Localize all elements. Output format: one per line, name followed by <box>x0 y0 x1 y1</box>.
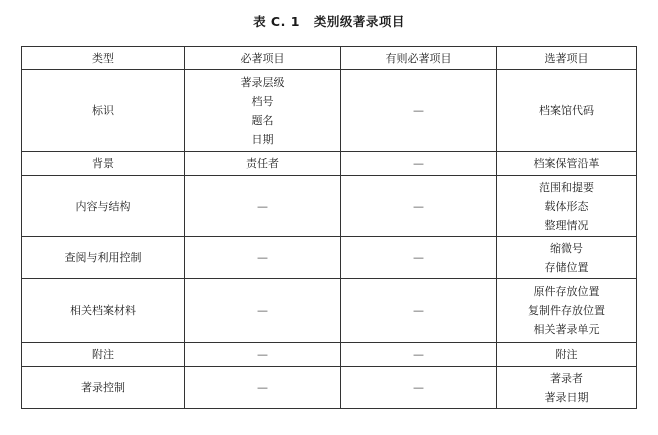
cell-line: 日期 <box>251 132 274 146</box>
cell-line: 档案保管沿革 <box>533 157 600 170</box>
cell-line: 责任者 <box>246 157 279 170</box>
column-header-required: 必著项目 <box>185 47 341 70</box>
cell-line: 著录者 <box>550 371 583 385</box>
cell-type: 附注 <box>22 343 185 367</box>
cell-line: 题名 <box>251 113 274 127</box>
cell-line: 相关著录单元 <box>533 323 600 336</box>
cell-line: 存储位置 <box>544 260 589 274</box>
cell-line: — <box>413 251 424 264</box>
cell-required <box>185 237 341 279</box>
cell-required <box>185 176 341 237</box>
cell-optional <box>497 237 637 279</box>
cell-line: — <box>257 304 268 317</box>
cell-type: 查阅与利用控制 <box>22 237 185 279</box>
cell-line: 复制件存放位置 <box>528 304 605 317</box>
table-row <box>22 70 637 152</box>
cell-conditional <box>341 367 497 409</box>
cell-optional <box>497 152 637 176</box>
column-header-conditional: 有则必著项目 <box>341 47 497 70</box>
cell-line: 原件存放位置 <box>533 285 600 298</box>
cell-line: 载体形态 <box>544 199 589 213</box>
cell-line: — <box>257 348 268 361</box>
cell-line: 著录层级 <box>240 75 285 89</box>
cell-line: — <box>257 381 268 394</box>
cell-optional <box>497 367 637 409</box>
cell-required <box>185 279 341 343</box>
cell-optional <box>497 176 637 237</box>
table-caption-id: 表 C. 1 <box>253 14 300 29</box>
cell-conditional <box>341 343 497 367</box>
cell-line: 整理情况 <box>544 218 589 232</box>
cell-line: 缩微号 <box>550 241 583 255</box>
table-row <box>22 343 637 367</box>
table-caption <box>0 12 658 30</box>
table-row <box>22 367 637 409</box>
table-caption-title: 类别级著录项目 <box>313 14 405 29</box>
cell-line: — <box>413 381 424 394</box>
descriptive-elements-table <box>21 46 637 409</box>
column-header-type: 类型 <box>22 47 185 70</box>
cell-conditional <box>341 279 497 343</box>
cell-line: 档案馆代码 <box>539 104 594 117</box>
cell-conditional <box>341 237 497 279</box>
cell-conditional <box>341 70 497 152</box>
table-row <box>22 279 637 343</box>
cell-line: 附注 <box>555 348 578 361</box>
cell-optional <box>497 70 637 152</box>
cell-required <box>185 343 341 367</box>
cell-line: 档号 <box>251 94 274 108</box>
cell-line: 著录日期 <box>544 390 589 404</box>
column-header-optional: 选著项目 <box>497 47 637 70</box>
cell-type: 内容与结构 <box>22 176 185 237</box>
cell-type: 背景 <box>22 152 185 176</box>
cell-optional <box>497 279 637 343</box>
cell-line: 范围和提要 <box>539 180 594 194</box>
cell-line: — <box>413 199 424 213</box>
cell-line: — <box>257 199 268 213</box>
cell-optional <box>497 343 637 367</box>
cell-type: 标识 <box>22 70 185 152</box>
cell-conditional <box>341 152 497 176</box>
table-row <box>22 152 637 176</box>
cell-line: — <box>413 157 424 170</box>
cell-line: — <box>413 304 424 317</box>
cell-type: 相关档案材料 <box>22 279 185 343</box>
cell-line: — <box>413 348 424 361</box>
cell-line: — <box>257 251 268 264</box>
table-row <box>22 176 637 237</box>
cell-type: 著录控制 <box>22 367 185 409</box>
table-row <box>22 237 637 279</box>
cell-required <box>185 367 341 409</box>
cell-conditional <box>341 176 497 237</box>
cell-required <box>185 152 341 176</box>
cell-required <box>185 70 341 152</box>
table-header-row <box>22 47 637 70</box>
cell-line: — <box>413 104 424 117</box>
